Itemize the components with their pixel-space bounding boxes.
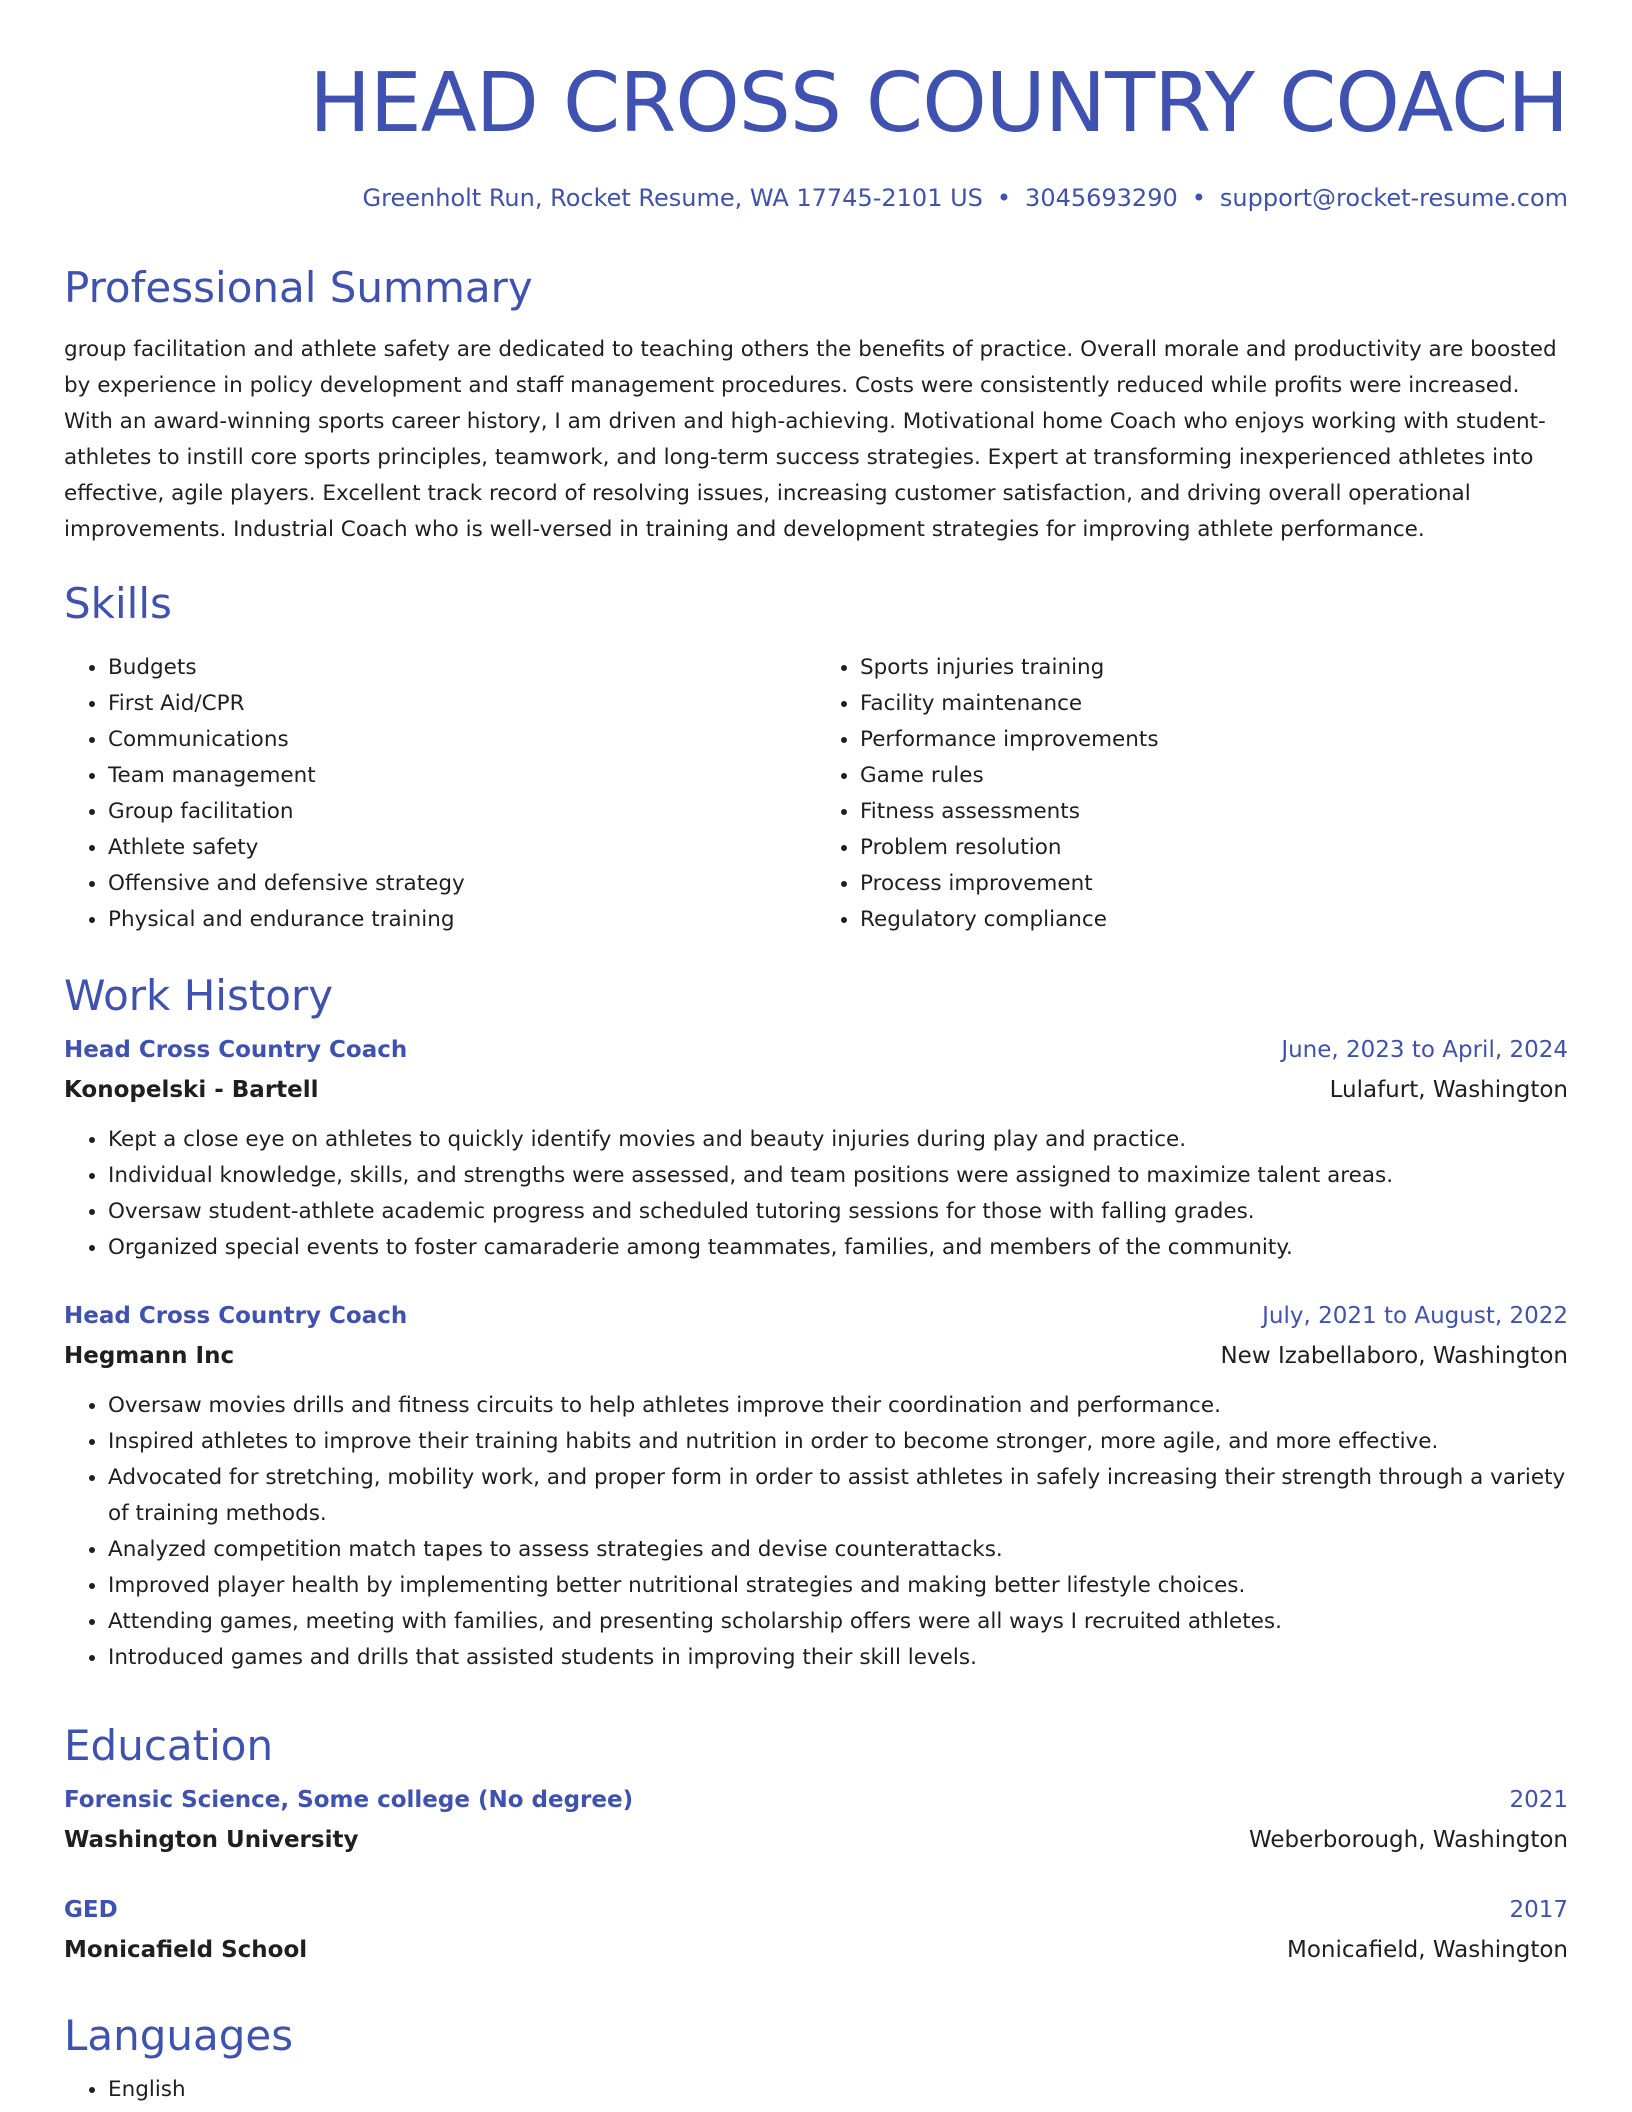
job-location: New Izabellaboro, Washington <box>1220 1343 1568 1369</box>
list-item: • Inspired athletes to improve their training habits and nutrition in order to become stronger, more agile, and more effective. <box>108 1424 1568 1460</box>
job-entry <box>64 1030 1568 1266</box>
list-item: • Athlete safety <box>108 830 816 866</box>
list-item: • Game rules <box>860 758 1568 794</box>
skills-columns <box>64 650 1568 938</box>
list-item: • Improved player health by implementing better nutritional strategies and making better lifestyle choices. <box>108 1568 1568 1604</box>
degree-title: Forensic Science, Some college (No degree) <box>64 1787 634 1813</box>
section-heading-languages: Languages <box>64 2011 294 2060</box>
education-header <box>64 1780 1568 1820</box>
job-bullets <box>64 1122 1568 1266</box>
list-item: • Team management <box>108 758 816 794</box>
degree-title: GED <box>64 1897 118 1923</box>
skills-list-left <box>64 650 816 938</box>
job-dates: July, 2021 to August, 2022 <box>1262 1303 1568 1329</box>
list-item: • Attending games, meeting with families, and presenting scholarship offers were all ways I recruited athletes. <box>108 1604 1568 1640</box>
education-header <box>64 1890 1568 1930</box>
separator-dot: • <box>996 184 1012 212</box>
skills-list-right <box>816 650 1568 938</box>
job-header <box>64 1030 1568 1070</box>
list-item: • Budgets <box>108 650 816 686</box>
list-item: • Fitness assessments <box>860 794 1568 830</box>
job-dates: June, 2023 to April, 2024 <box>1281 1037 1568 1063</box>
job-location: Lulafurt, Washington <box>1329 1077 1568 1103</box>
summary-section <box>64 262 1568 548</box>
section-heading-summary: Professional Summary <box>64 263 533 312</box>
list-item: • Individual knowledge, skills, and strengths were assessed, and team positions were assigned to maximize talent areas. <box>108 1158 1568 1194</box>
contact-line <box>64 182 1568 214</box>
education-year: 2017 <box>1509 1897 1568 1923</box>
list-item: • Problem resolution <box>860 830 1568 866</box>
list-item: • English <box>108 2072 1568 2108</box>
list-item: • First Aid/CPR <box>108 686 816 722</box>
list-item: • Facility maintenance <box>860 686 1568 722</box>
list-item: • Oversaw movies drills and fitness circuits to help athletes improve their coordination and performance. <box>108 1388 1568 1424</box>
list-item: • Sports injuries training <box>860 650 1568 686</box>
list-item: • Kept a close eye on athletes to quickly identify movies and beauty injuries during play and practice. <box>108 1122 1568 1158</box>
job-header <box>64 1296 1568 1336</box>
section-heading-skills: Skills <box>64 579 172 628</box>
list-item: • Organized special events to foster camaraderie among teammates, families, and members of the community. <box>108 1230 1568 1266</box>
section-heading-education: Education <box>64 1721 274 1770</box>
list-item: • Advocated for stretching, mobility work, and proper form in order to assist athletes in safely increasing their strength through a variety of training methods. <box>108 1460 1568 1532</box>
company-name: Konopelski - Bartell <box>64 1077 319 1103</box>
section-heading-work: Work History <box>64 971 334 1020</box>
school-name: Washington University <box>64 1827 359 1853</box>
list-item: • Performance improvements <box>860 722 1568 758</box>
education-section <box>64 1720 1568 1970</box>
page-title: HEAD CROSS COUNTRY COACH <box>309 56 1568 151</box>
education-entry <box>64 1780 1568 1860</box>
phone-text: 3045693290 <box>1025 184 1178 212</box>
list-item: • Group facilitation <box>108 794 816 830</box>
job-title: Head Cross Country Coach <box>64 1303 408 1329</box>
school-location: Weberborough, Washington <box>1249 1827 1568 1853</box>
list-item: • Oversaw student-athlete academic progress and scheduled tutoring sessions for those with falling grades. <box>108 1194 1568 1230</box>
job-subheader <box>64 1336 1568 1376</box>
education-entry <box>64 1890 1568 1970</box>
list-item: • Regulatory compliance <box>860 902 1568 938</box>
list-item: • Physical and endurance training <box>108 902 816 938</box>
list-item: • Offensive and defensive strategy <box>108 866 816 902</box>
education-subheader <box>64 1820 1568 1860</box>
work-history-section <box>64 970 1568 1676</box>
school-name: Monicafield School <box>64 1937 308 1963</box>
school-location: Monicafield, Washington <box>1286 1937 1568 1963</box>
job-subheader <box>64 1070 1568 1110</box>
list-item: • Process improvement <box>860 866 1568 902</box>
education-subheader <box>64 1930 1568 1970</box>
email-link[interactable]: support@rocket-resume.com <box>1219 184 1568 212</box>
summary-text: group facilitation and athlete safety are dedicated to teaching others the benefits of practice. Overall morale and productivity are boosted by experience in policy development and staff management procedures. Costs were consistently reduced while profits were increased. With an award-winning sports career history, I am driven and high-achieving. Motivational home Coach who enjoys working with student-athletes to instill core sports principles, teamwork, and long-term success strategies. Expert at transforming inexperienced athletes into effective, agile players. Excellent track record of resolving issues, increasing customer satisfaction, and driving overall operational improvements. Industrial Coach who is well-versed in training and development strategies for improving athlete performance. <box>64 337 1557 542</box>
list-item: • Analyzed competition match tapes to assess strategies and devise counterattacks. <box>108 1532 1568 1568</box>
job-title: Head Cross Country Coach <box>64 1037 408 1063</box>
list-item: • Communications <box>108 722 816 758</box>
address-text: Greenholt Run, Rocket Resume, WA 17745-2101 US <box>362 184 983 212</box>
job-bullets <box>64 1388 1568 1676</box>
company-name: Hegmann Inc <box>64 1343 235 1369</box>
education-year: 2021 <box>1509 1787 1568 1813</box>
separator-dot: • <box>1191 184 1206 212</box>
languages-section <box>64 2010 1568 2108</box>
job-entry <box>64 1296 1568 1676</box>
list-item: • Introduced games and drills that assisted students in improving their skill levels. <box>108 1640 1568 1676</box>
skills-section <box>64 578 1568 938</box>
languages-list <box>64 2072 1568 2108</box>
